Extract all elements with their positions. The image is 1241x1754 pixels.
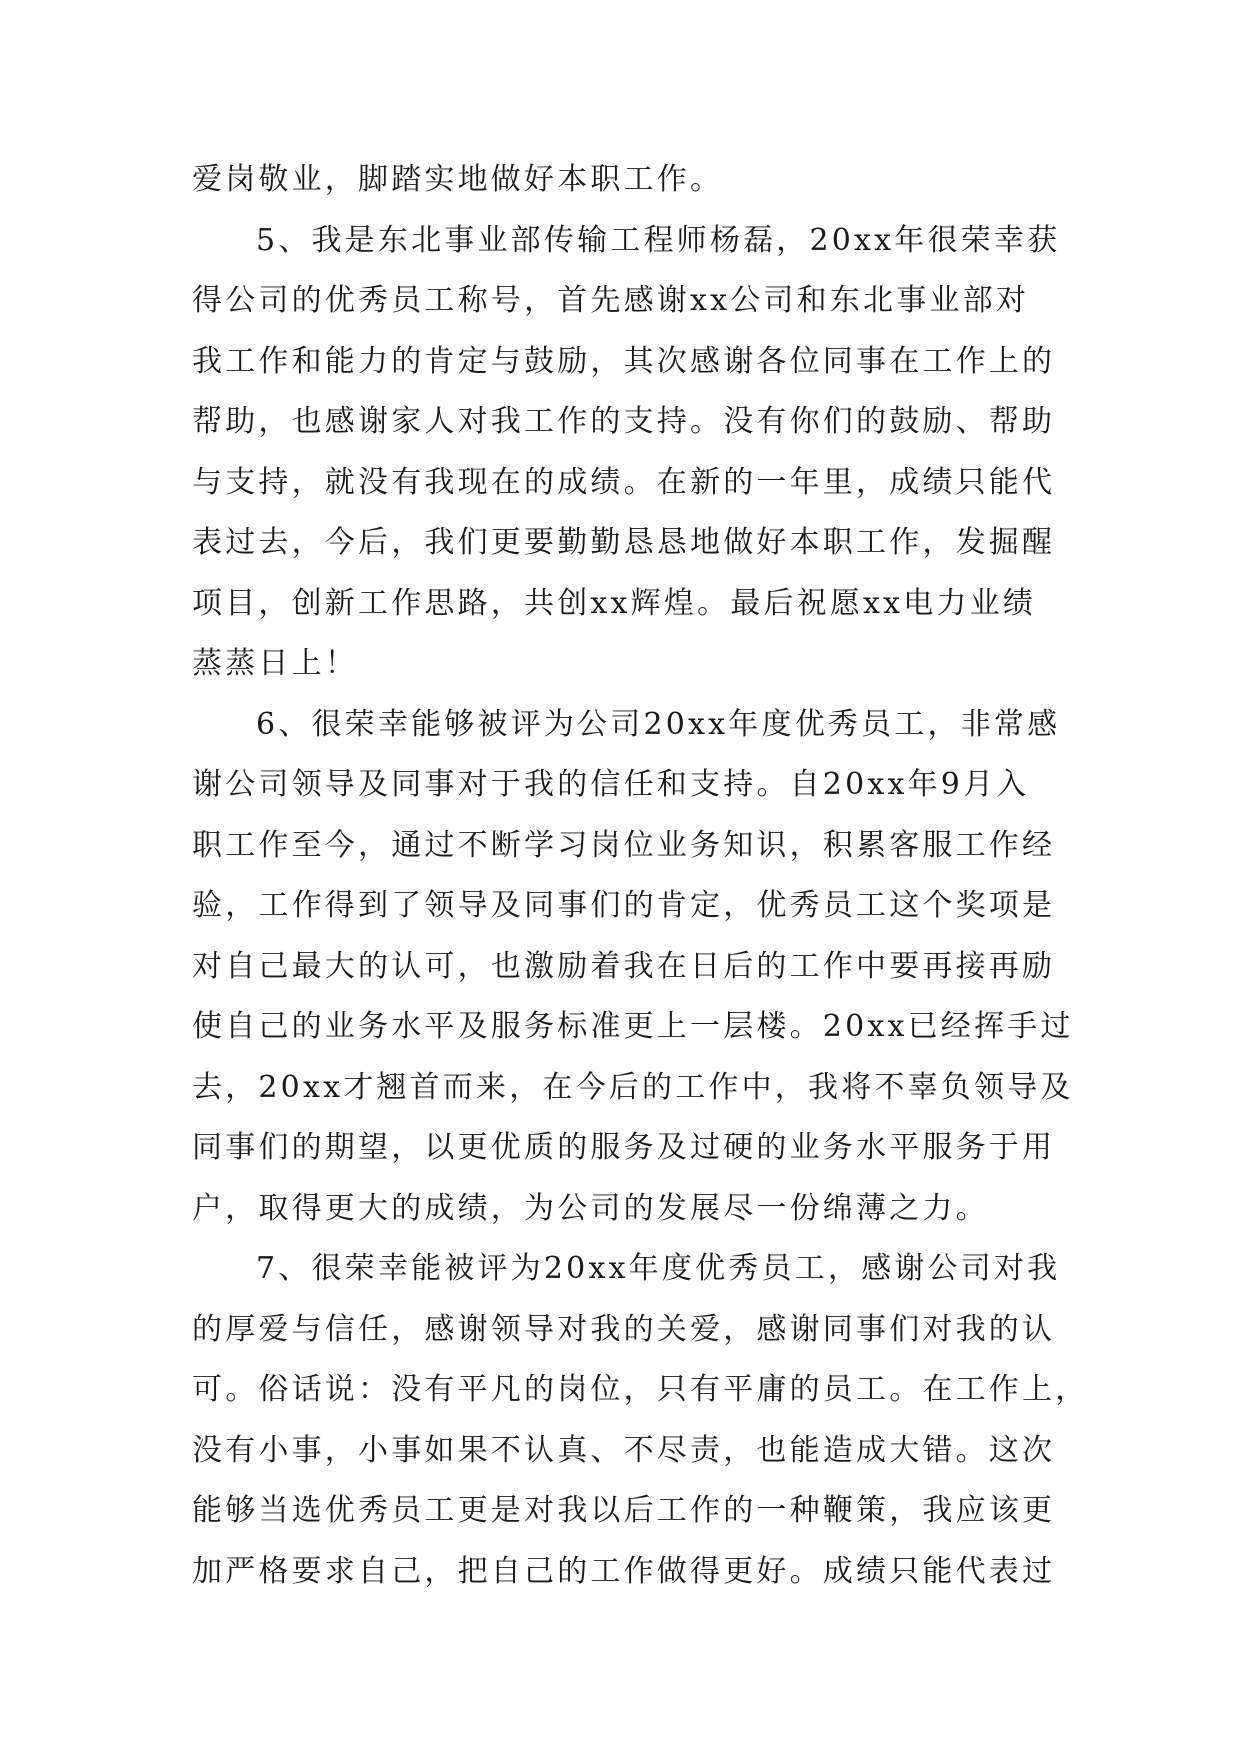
paragraph-start-line: 5、我是东北事业部传输工程师杨磊，20xx年很荣幸获 <box>256 222 1061 258</box>
text-line: 表过去，今后，我们更要勤勤恳恳地做好本职工作，发掘醒 <box>192 525 1056 560</box>
text-line: 没有小事，小事如果不认真、不尽责，也能造成大错。这次 <box>192 1432 1056 1468</box>
text-line: 与支持，就没有我现在的成绩。在新的一年里，成绩只能代 <box>192 464 1056 500</box>
text-line: 验，工作得到了领导及同事们的肯定，优秀员工这个奖项是 <box>192 888 1056 923</box>
text-line: 可。俗话说：没有平凡的岗位，只有平庸的员工。在工作上， <box>192 1372 1089 1407</box>
text-line: 蒸蒸日上！ <box>192 646 358 681</box>
text-line: 加严格要求自己，把自己的工作做得更好。成绩只能代表过 <box>192 1553 1056 1589</box>
text-line: 帮助，也感谢家人对我工作的支持。没有你们的鼓励、帮助 <box>192 404 1056 439</box>
text-line: 我工作和能力的肯定与鼓励，其次感谢各位同事在工作上的 <box>192 343 1056 379</box>
text-line: 谢公司领导及同事对于我的信任和支持。自20xx年9月入 <box>192 767 1030 802</box>
text-line: 户，取得更大的成绩，为公司的发展尽一份绵薄之力。 <box>192 1190 989 1226</box>
text-line: 使自己的业务水平及服务标准更上一层楼。20xx已经挥手过 <box>192 1009 1074 1044</box>
text-line: 项目，创新工作思路，共创xx辉煌。最后祝愿xx电力业绩 <box>192 585 1037 621</box>
paragraph-start-line: 7、很荣幸能被评为20xx年度优秀员工，感谢公司对我 <box>256 1251 1061 1286</box>
text-line: 的厚爱与信任，感谢领导对我的关爱，感谢同事们对我的认 <box>192 1311 1056 1347</box>
text-line: 能够当选优秀员工更是对我以后工作的一种鞭策，我应该更 <box>192 1493 1056 1528</box>
text-line: 职工作至今，通过不断学习岗位业务知识，积累客服工作经 <box>192 827 1056 863</box>
text-line: 爱岗敬业，脚踏实地做好本职工作。 <box>192 162 724 197</box>
paragraph-start-line: 6、很荣幸能够被评为公司20xx年度优秀员工，非常感 <box>256 706 1061 742</box>
document-body <box>192 150 1089 1602</box>
text-line: 同事们的期望，以更优质的服务及过硬的业务水平服务于用 <box>192 1130 1056 1165</box>
text-line: 去，20xx才翘首而来，在今后的工作中，我将不辜负领导及 <box>192 1069 1074 1105</box>
text-line: 对自己最大的认可，也激励着我在日后的工作中要再接再励 <box>192 948 1056 984</box>
text-line: 得公司的优秀员工称号，首先感谢xx公司和东北事业部对 <box>192 283 1030 318</box>
